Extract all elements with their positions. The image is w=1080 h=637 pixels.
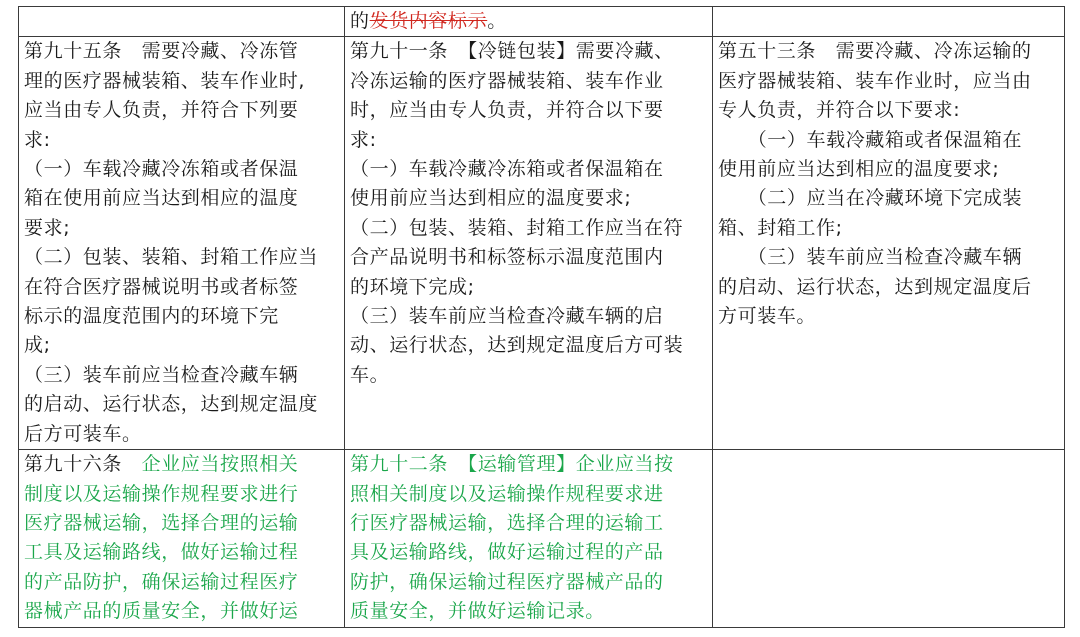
text-line: 动、运行状态，达到规定温度后方可装 [350,334,684,357]
text-line: 的启动、运行状态，达到规定温度 [24,393,319,416]
text-line: 标示的温度范围内的环境下完 [24,305,279,328]
text-line: 时，应当由专人负责，并符合以下要 [350,99,664,122]
text-suffix: 。 [487,10,507,32]
table-cell [713,450,1065,627]
text-line: 应当由专人负责，并符合下列要 [24,99,299,122]
text-line: 合产品说明书和标签标示温度范围内 [350,246,664,269]
text-line: 第五十三条 需要冷藏、冷冻运输的 [718,40,1032,63]
text-line: （二）包装、装箱、封箱工作应当 [24,246,319,269]
text-line: （一）车载冷藏冷冻箱或者保温 [24,158,299,181]
text-line: 的启动、运行状态，达到规定温度后 [718,275,1032,298]
text-line: 后方可装车。 [24,422,142,445]
green-text-line: 防护，确保运输过程医疗器械产品的 [350,570,664,593]
text-line: 第九十五条 需要冷藏、冷冻管 [24,40,299,63]
text-line: 使用前应当达到相应的温度要求; [350,187,632,210]
table-cell [19,37,345,450]
green-text-line: 照相关制度以及运输操作规程要求进 [350,482,664,505]
text-line: 箱在使用前应当达到相应的温度 [24,187,299,210]
green-text-line: 行医疗器械运输，选择合理的运输工 [350,511,664,534]
table-cell [19,7,345,37]
text-line: 理的医疗器械装箱、装车作业时, [24,69,306,92]
green-text-line: 具及运输路线，做好运输过程的产品 [350,541,664,564]
text-line [350,7,709,36]
table-cell [713,37,1065,450]
table-cell [19,450,345,627]
table-row [19,37,1065,450]
text-line: 的环境下完成; [350,275,475,298]
text-line: 专人负责，并符合以下要求: [718,99,961,122]
text-line: （一）车载冷藏箱或者保温箱在 [718,128,1023,151]
struck-deleted-text: 发货内容标示 [369,10,488,32]
text-line: （二）包装、装箱、封箱工作应当在符 [350,216,684,239]
regulation-comparison-table [18,6,1065,628]
table-cell [345,7,713,37]
text-line: （三）装车前应当检查冷藏车辆 [24,363,299,386]
text-line [24,450,341,479]
text-line: 成; [24,334,51,357]
green-text-line: 工具及运输路线，做好运输过程 [24,541,299,564]
text-line: 冷冻运输的医疗器械装箱、装车作业 [350,69,664,92]
text-line: （一）车载冷藏冷冻箱或者保温箱在 [350,158,664,181]
green-text-line: 制度以及运输操作规程要求进行 [24,482,299,505]
article-number: 第九十六条 [24,453,142,476]
text-line: （三）装车前应当检查冷藏车辆的启 [350,305,664,328]
text-line: （二）应当在冷藏环境下完成装 [718,187,1023,210]
text-line: 车。 [350,363,390,386]
text-line: 第九十一条 【冷链包装】需要冷藏、 [350,40,674,63]
text-line: 使用前应当达到相应的温度要求; [718,158,1000,181]
text-prefix: 的 [350,10,370,32]
table-row [19,450,1065,627]
table-row [19,7,1065,37]
text-line: 求: [350,128,377,151]
green-text-line: 质量安全，并做好运输记录。 [350,600,605,623]
text-line: 方可装车。 [718,305,817,328]
green-text-line: 的产品防护，确保运输过程医疗 [24,570,299,593]
text-line: （三）装车前应当检查冷藏车辆 [718,246,1023,269]
text-line: 要求; [24,216,71,239]
text-line: 医疗器械装箱、装车作业时，应当由 [718,69,1032,92]
text-line: 求: [24,128,51,151]
green-added-text: 企业应当按照相关 [141,453,299,476]
table-cell [345,450,713,627]
green-text-line: 第九十二条 【运输管理】企业应当按 [350,453,674,476]
text-line: 箱、封箱工作; [718,216,843,239]
green-text-line: 器械产品的质量安全，并做好运 [24,600,299,623]
text-line: 在符合医疗器械说明书或者标签 [24,275,299,298]
table-cell [345,37,713,450]
green-text-line: 医疗器械运输，选择合理的运输 [24,511,299,534]
table-cell [713,7,1065,37]
